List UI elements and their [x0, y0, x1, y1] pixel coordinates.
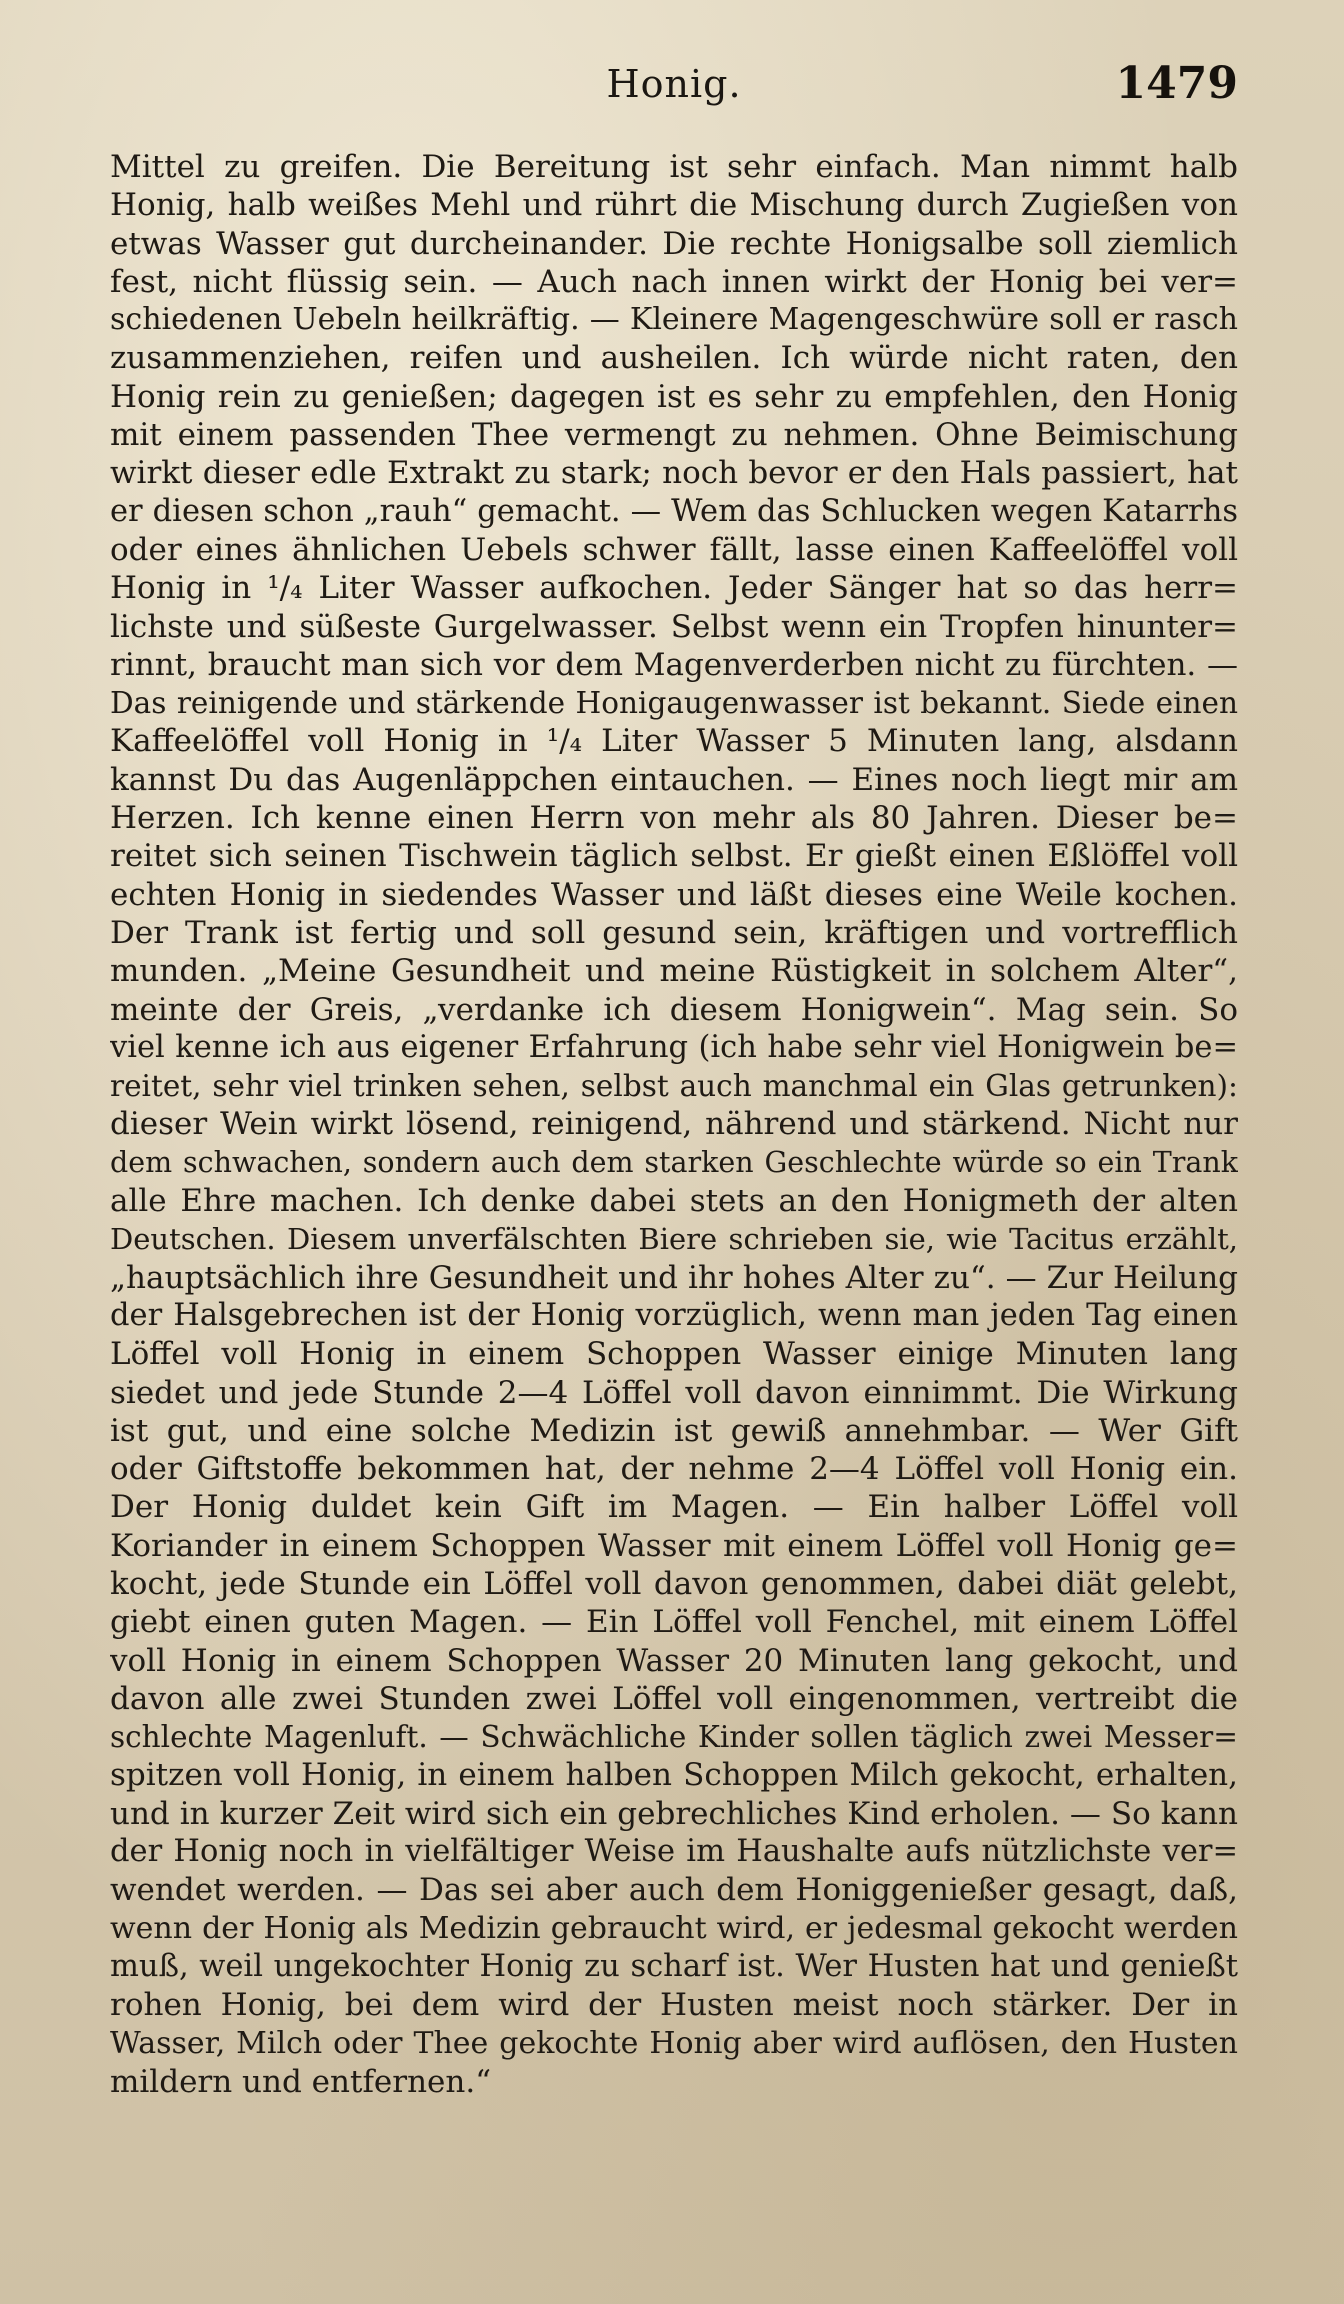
text-line: oder Giftstoffe bekommen hat, der nehme 2—4 Löffel voll Honig ein.: [110, 1451, 1238, 1488]
text-line: echten Honig in siedendes Wasser und läßt dieses eine Weile kochen.: [110, 876, 1238, 913]
text-line: Kaffeelöffel voll Honig in ¹/₄ Liter Wasser 5 Minuten lang, alsdann: [110, 723, 1238, 760]
text-line: muß, weil ungekochter Honig zu scharf ist. Wer Husten hat und genießt: [110, 1948, 1238, 1984]
text-line: Herzen. Ich kenne einen Herrn von mehr als 80 Jahren. Dieser be=: [110, 800, 1238, 837]
page-number: 1479: [1115, 58, 1238, 109]
text-line: Deutschen. Diesem unverfälschten Biere schrieben sie, wie Tacitus erzählt,: [110, 1222, 1238, 1257]
text-line: schlechte Magenluft. — Schwächliche Kinder sollen täglich zwei Messer=: [110, 1720, 1238, 1755]
text-line: Honig rein zu genießen; dagegen ist es sehr zu empfehlen, den Honig: [110, 378, 1238, 415]
text-line: zusammenziehen, reifen und ausheilen. Ich würde nicht raten, den: [110, 340, 1238, 377]
text-line: Honig in ¹/₄ Liter Wasser aufkochen. Jeder Sänger hat so das herr=: [110, 570, 1238, 607]
text-line: Koriander in einem Schoppen Wasser mit einem Löffel voll Honig ge=: [110, 1527, 1238, 1564]
text-line: meinte der Greis, „verdanke ich diesem Honigwein“. Mag sein. So: [110, 991, 1238, 1028]
text-line: rohen Honig, bei dem wird der Husten meist noch stärker. Der in: [110, 1987, 1238, 2024]
text-line: alle Ehre machen. Ich denke dabei stets an den Honigmeth der alten: [110, 1183, 1238, 1220]
text-line: rinnt, braucht man sich vor dem Magenverderben nicht zu fürchten. —: [110, 646, 1238, 683]
text-line: „hauptsächlich ihre Gesundheit und ihr hohes Alter zu“. — Zur Heilung: [110, 1259, 1238, 1296]
text-line: mit einem passenden Thee vermengt zu nehmen. Ohne Beimischung: [110, 417, 1238, 454]
text-line: wenn der Honig als Medizin gebraucht wird, er jedesmal gekocht werden: [110, 1910, 1238, 1946]
text-line: dem schwachen, sondern auch dem starken Geschlechte würde so ein Trank: [110, 1145, 1238, 1179]
text-line: kocht, jede Stunde ein Löffel voll davon genommen, dabei diät gelebt,: [110, 1565, 1238, 1602]
text-line: etwas Wasser gut durcheinander. Die rechte Honigsalbe soll ziemlich: [110, 225, 1238, 262]
text-line: schiedenen Uebeln heilkräftig. — Kleinere Magengeschwüre soll er rasch: [110, 302, 1238, 338]
text-line: davon alle zwei Stunden zwei Löffel voll eingenommen, vertreibt die: [110, 1680, 1238, 1717]
text-line: Honig, halb weißes Mehl und rührt die Mischung durch Zugießen von: [110, 187, 1238, 224]
text-line: der Halsgebrechen ist der Honig vorzüglich, wenn man jeden Tag einen: [110, 1297, 1238, 1333]
text-line: oder eines ähnlichen Uebels schwer fällt, lasse einen Kaffeelöffel voll: [110, 531, 1238, 568]
text-line: spitzen voll Honig, in einem halben Schoppen Milch gekocht, erhalten,: [110, 1757, 1238, 1794]
text-line: wendet werden. — Das sei aber auch dem Honiggenießer gesagt, daß,: [110, 1872, 1238, 1909]
text-line: mildern und entfernen.“: [110, 2063, 492, 2100]
text-line: Der Trank ist fertig und soll gesund sein, kräftigen und vortrefflich: [110, 914, 1238, 951]
text-line: Das reinigende und stärkende Honigaugenwasser ist bekannt. Siede einen: [110, 686, 1238, 721]
text-line: lichste und süßeste Gurgelwasser. Selbst wenn ein Tropfen hinunter=: [110, 608, 1238, 645]
text-line: giebt einen guten Magen. — Ein Löffel voll Fenchel, mit einem Löffel: [110, 1604, 1238, 1641]
text-line: munden. „Meine Gesundheit und meine Rüstigkeit in solchem Alter“,: [110, 953, 1238, 990]
text-line: dieser Wein wirkt lösend, reinigend, nährend und stärkend. Nicht nur: [110, 1106, 1238, 1143]
text-line: er diesen schon „rauh“ gemacht. — Wem das Schlucken wegen Katarrhs: [110, 493, 1238, 529]
text-line: wirkt dieser edle Extrakt zu stark; noch bevor er den Hals passiert, hat: [110, 455, 1238, 492]
text-line: und in kurzer Zeit wird sich ein gebrechliches Kind erholen. — So kann: [110, 1795, 1238, 1832]
text-line: viel kenne ich aus eigener Erfahrung (ich habe sehr viel Honigwein be=: [110, 1029, 1238, 1065]
text-line: reitet sich seinen Tischwein täglich selbst. Er gießt einen Eßlöffel voll: [110, 838, 1238, 875]
running-title: Honig.: [606, 62, 742, 106]
text-line: der Honig noch in vielfältiger Weise im Haushalte aufs nützlichste ver=: [110, 1834, 1238, 1870]
body-text: [110, 148, 1238, 2101]
text-line: kannst Du das Augenläppchen eintauchen. — Eines noch liegt mir am: [110, 761, 1238, 798]
text-line: ist gut, und eine solche Medizin ist gewiß annehmbar. — Wer Gift: [110, 1412, 1238, 1449]
text-line: Mittel zu greifen. Die Bereitung ist sehr einfach. Man nimmt halb: [110, 149, 1238, 185]
text-line: reitet, sehr viel trinken sehen, selbst auch manchmal ein Glas getrunken):: [110, 1069, 1238, 1104]
text-line: fest, nicht flüssig sein. — Auch nach innen wirkt der Honig bei ver=: [110, 263, 1238, 300]
text-line: Der Honig duldet kein Gift im Magen. — Ein halber Löffel voll: [110, 1489, 1238, 1526]
text-line: voll Honig in einem Schoppen Wasser 20 Minuten lang gekocht, und: [110, 1642, 1238, 1679]
text-line: Wasser, Milch oder Thee gekochte Honig aber wird auflösen, den Husten: [110, 2025, 1238, 2061]
text-line: Löffel voll Honig in einem Schoppen Wasser einige Minuten lang: [110, 1336, 1238, 1373]
text-line: siedet und jede Stunde 2—4 Löffel voll davon einnimmt. Die Wirkung: [110, 1374, 1238, 1411]
page-header: [110, 58, 1238, 122]
